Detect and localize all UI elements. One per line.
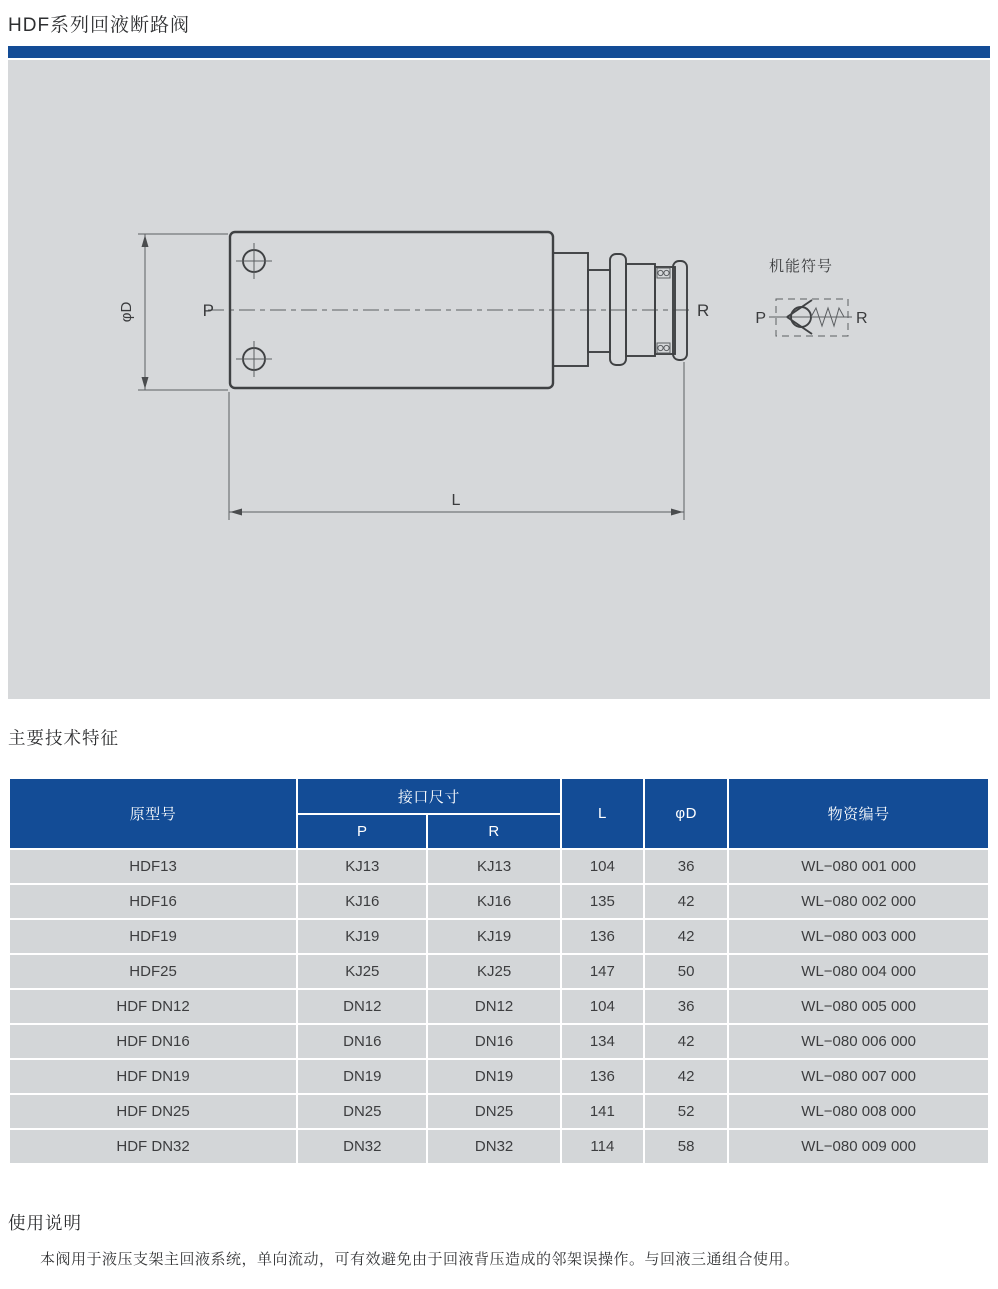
cell-r: DN16 bbox=[427, 1024, 560, 1059]
cell-model: HDF13 bbox=[9, 849, 297, 884]
mounting-hole-bottom bbox=[236, 341, 272, 377]
cell-model: HDF25 bbox=[9, 954, 297, 989]
cell-r: KJ13 bbox=[427, 849, 560, 884]
cell-model: HDF DN12 bbox=[9, 989, 297, 1024]
usage-body: 本阀用于液压支架主回液系统，单向流动，可有效避免由于回液背压造成的邻架误操作。与回液三通组合使用。 bbox=[40, 1251, 800, 1268]
cell-code: WL−080 005 000 bbox=[728, 989, 989, 1024]
cell-diameter: 52 bbox=[644, 1094, 728, 1129]
cell-diameter: 36 bbox=[644, 849, 728, 884]
cell-p: KJ13 bbox=[297, 849, 427, 884]
cell-model: HDF DN16 bbox=[9, 1024, 297, 1059]
cell-model: HDF DN19 bbox=[9, 1059, 297, 1094]
cell-diameter: 50 bbox=[644, 954, 728, 989]
cell-p: KJ16 bbox=[297, 884, 427, 919]
function-symbol-title: 机能符号 bbox=[768, 258, 834, 275]
cell-length: 134 bbox=[561, 1024, 644, 1059]
table-row bbox=[9, 884, 989, 919]
spec-table-header bbox=[9, 778, 989, 849]
cell-r: DN32 bbox=[427, 1129, 560, 1164]
cell-diameter: 42 bbox=[644, 1024, 728, 1059]
table-row bbox=[9, 919, 989, 954]
cell-diameter: 42 bbox=[644, 884, 728, 919]
cell-p: DN32 bbox=[297, 1129, 427, 1164]
col-header-code: 物资编号 bbox=[728, 778, 989, 849]
cell-r: DN25 bbox=[427, 1094, 560, 1129]
cell-length: 135 bbox=[561, 884, 644, 919]
cell-length: 141 bbox=[561, 1094, 644, 1129]
accent-divider-bar bbox=[8, 46, 990, 58]
function-symbol bbox=[755, 258, 867, 336]
table-row bbox=[9, 989, 989, 1024]
cell-model: HDF DN32 bbox=[9, 1129, 297, 1164]
seal-ring-top bbox=[657, 268, 670, 278]
cell-p: KJ25 bbox=[297, 954, 427, 989]
cell-length: 136 bbox=[561, 919, 644, 954]
cell-r: KJ16 bbox=[427, 884, 560, 919]
cell-r: DN19 bbox=[427, 1059, 560, 1094]
col-header-model: 原型号 bbox=[9, 778, 297, 849]
cell-length: 104 bbox=[561, 849, 644, 884]
mounting-hole-top bbox=[236, 243, 272, 279]
cell-model: HDF16 bbox=[9, 884, 297, 919]
dim-diameter-label: φD bbox=[118, 301, 135, 323]
cell-p: DN19 bbox=[297, 1059, 427, 1094]
cell-code: WL−080 006 000 bbox=[728, 1024, 989, 1059]
spec-table-body bbox=[9, 849, 989, 1164]
cell-diameter: 58 bbox=[644, 1129, 728, 1164]
drawing-panel bbox=[8, 60, 990, 699]
cell-code: WL−080 003 000 bbox=[728, 919, 989, 954]
cell-p: KJ19 bbox=[297, 919, 427, 954]
cell-diameter: 42 bbox=[644, 919, 728, 954]
cell-r: KJ19 bbox=[427, 919, 560, 954]
table-row bbox=[9, 849, 989, 884]
cell-diameter: 42 bbox=[644, 1059, 728, 1094]
cell-code: WL−080 009 000 bbox=[728, 1129, 989, 1164]
symbol-port-p-label: P bbox=[755, 310, 766, 327]
cell-length: 136 bbox=[561, 1059, 644, 1094]
symbol-port-r-label: R bbox=[856, 310, 868, 327]
cell-length: 114 bbox=[561, 1129, 644, 1164]
dim-length-label: L bbox=[451, 492, 461, 509]
cell-diameter: 36 bbox=[644, 989, 728, 1024]
cell-code: WL−080 008 000 bbox=[728, 1094, 989, 1129]
cell-code: WL−080 007 000 bbox=[728, 1059, 989, 1094]
col-header-interface: 接口尺寸 bbox=[297, 778, 561, 814]
table-row bbox=[9, 1024, 989, 1059]
cell-p: DN25 bbox=[297, 1094, 427, 1129]
table-row bbox=[9, 1129, 989, 1164]
cell-model: HDF19 bbox=[9, 919, 297, 954]
cell-length: 104 bbox=[561, 989, 644, 1024]
table-row bbox=[9, 1059, 989, 1094]
col-header-r: R bbox=[427, 814, 560, 849]
col-header-p: P bbox=[297, 814, 427, 849]
valve-technical-drawing bbox=[8, 60, 990, 699]
specs-heading: 主要技术特征 bbox=[8, 728, 119, 748]
cell-model: HDF DN25 bbox=[9, 1094, 297, 1129]
cell-length: 147 bbox=[561, 954, 644, 989]
port-p-label: P bbox=[202, 301, 214, 320]
seal-ring-bottom bbox=[657, 343, 670, 353]
cell-r: KJ25 bbox=[427, 954, 560, 989]
spec-table bbox=[8, 777, 990, 1165]
cell-p: DN16 bbox=[297, 1024, 427, 1059]
col-header-length: L bbox=[561, 778, 644, 849]
cell-code: WL−080 004 000 bbox=[728, 954, 989, 989]
cell-code: WL−080 001 000 bbox=[728, 849, 989, 884]
table-row bbox=[9, 954, 989, 989]
port-r-label: R bbox=[697, 301, 710, 320]
cell-r: DN12 bbox=[427, 989, 560, 1024]
catalog-page bbox=[0, 10, 998, 1272]
cell-p: DN12 bbox=[297, 989, 427, 1024]
page-title: HDF系列回液断路阀 bbox=[8, 15, 191, 36]
usage-heading: 使用说明 bbox=[8, 1213, 82, 1233]
col-header-diameter: φD bbox=[644, 778, 728, 849]
table-row bbox=[9, 1094, 989, 1129]
cell-code: WL−080 002 000 bbox=[728, 884, 989, 919]
dim-length bbox=[229, 362, 684, 520]
